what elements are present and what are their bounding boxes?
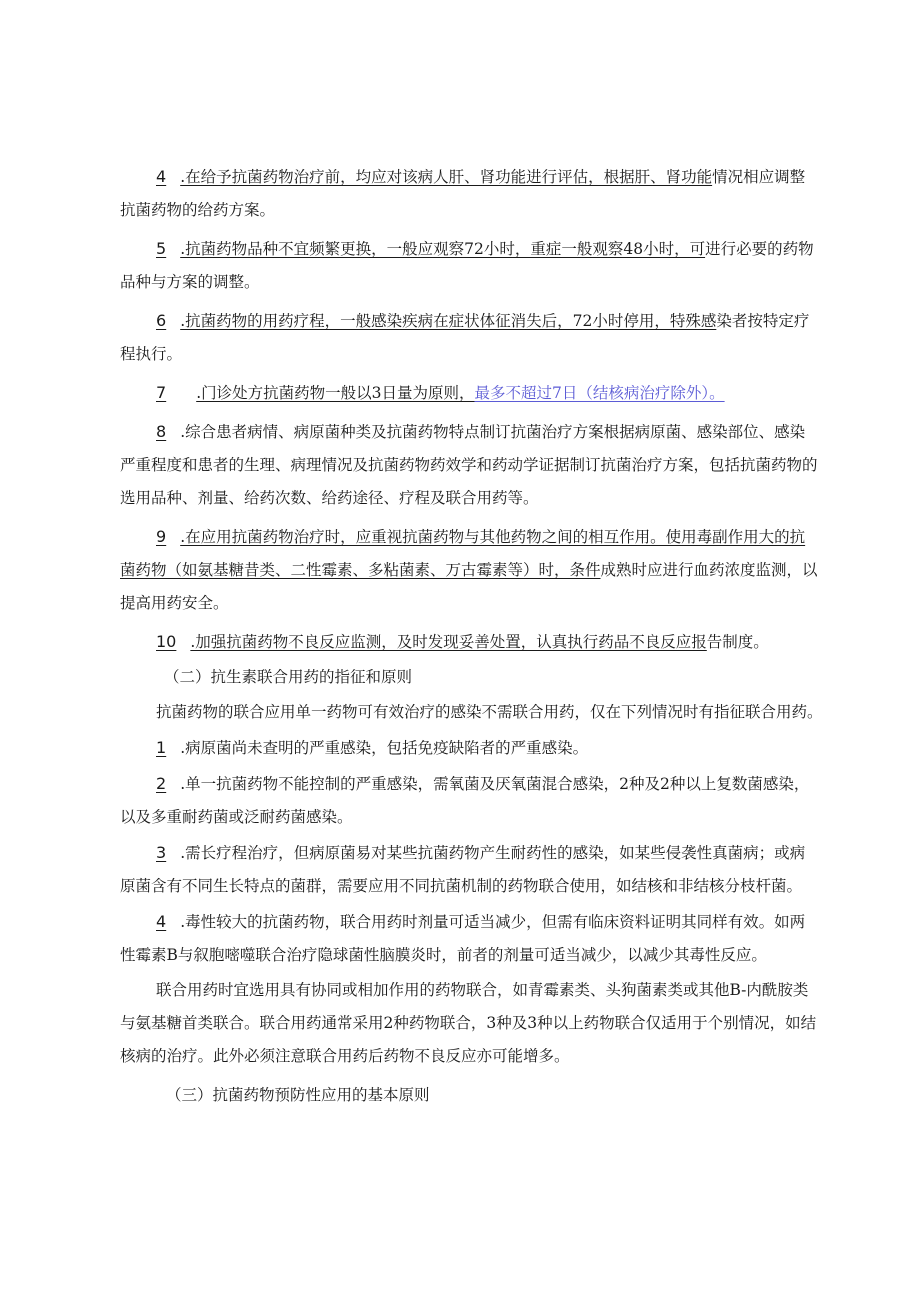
item-number: 6 xyxy=(156,311,167,330)
list-item: 6 .抗菌药物的用药疗程，一般感染疾病在症状体征消失后，72小时停用，特殊感染者按特定疗 程执行。 xyxy=(120,311,810,363)
list-item: 4 .毒性较大的抗菌药物，联合用药时剂量可适当减少，但需有临床资料证明其同样有效。如两 性霉素B与叙胞嘧噬联合治疗隐球菌性脑膜炎时，前者的剂量可适当减少，以减少其毒性反应。 xyxy=(120,912,806,964)
item-number: 8 xyxy=(156,422,167,441)
list-item: 10 .加强抗菌药物不良反应监测，及时发现妥善处置，认真执行药品不良反应报告制度。 xyxy=(156,632,769,651)
item-number: 1 xyxy=(156,738,167,757)
link-text[interactable]: 最多不超过7日（结核病治疗除外）。 xyxy=(474,384,725,402)
list-item: 7 .门诊处方抗菌药物一般以3日量为原则，最多不超过7日（结核病治疗除外）。 xyxy=(156,383,725,402)
list-item: 1 .病原菌尚未查明的严重感染，包括免疫缺陷者的严重感染。 xyxy=(156,738,589,757)
item-number: 9 xyxy=(156,527,167,546)
list-item: 4 .在给予抗菌药物治疗前，均应对该病人肝、肾功能进行评估，根据肝、肾功能情况相应调整 抗菌药物的给药方案。 xyxy=(120,167,806,219)
list-item: 9 .在应用抗菌药物治疗时，应重视抗菌药物与其他药物之间的相互作用。使用毒副作用大的抗 菌药物（如氨基糖昔类、二性霉素、多粘菌素、万古霉素等）时，条件成熟时应进行血药浓度监测，以 提高用药安全。 xyxy=(120,527,818,612)
item-number: 4 xyxy=(156,167,167,186)
section-heading: （二）抗生素联合用药的指征和原则 xyxy=(164,668,413,686)
document-body xyxy=(120,160,823,1112)
item-number: 2 xyxy=(156,774,167,793)
paragraph: 联合用药时宜选用具有协同或相加作用的药物联合，如青霉素类、头狗菌素类或其他B-内酰胺类 与氨基糖首类联合。联合用药通常采用2种药物联合，3种及3种以上药物联合仅适用于个别情况，如结 核病的治疗。此外必须注意联合用药后药物不良反应亦可能增多。 xyxy=(120,981,817,1065)
list-item: 2 .单一抗菌药物不能控制的严重感染，需氧菌及厌氧菌混合感染，2种及2种以上复数菌感染， 以及多重耐药菌或泛耐药菌感染。 xyxy=(120,774,810,826)
item-number: 5 xyxy=(156,239,167,258)
item-number: 4 xyxy=(156,912,167,931)
list-item: 5 .抗菌药物品种不宜频繁更换，一般应观察72小时，重症一般观察48小时，可进行必要的药物 品种与方案的调整。 xyxy=(120,239,814,291)
list-item: 3 .需长疗程治疗，但病原菌易对某些抗菌药物产生耐药性的感染，如某些侵袭性真菌病；或病 原菌含有不同生长特点的菌群，需要应用不同抗菌机制的药物联合使用，如结核和非结核分枝杆菌。 xyxy=(120,843,806,895)
item-number: 10 xyxy=(156,632,177,651)
item-number: 3 xyxy=(156,843,167,862)
list-item: 8 .综合患者病情、病原菌种类及抗菌药物特点制订抗菌治疗方案根据病原菌、感染部位、感染 严重程度和患者的生理、病理情况及抗菌药物药效学和药动学证据制订抗菌治疗方案，包括抗菌药物的 选用品种、剂量、给药次数、给药途径、疗程及联合用药等。 xyxy=(120,422,818,507)
item-number: 7 xyxy=(156,383,167,402)
section-heading: （三）抗菌药物预防性应用的基本原则 xyxy=(166,1086,430,1104)
paragraph: 抗菌药物的联合应用单一药物可有效治疗的感染不需联合用药，仅在下列情况时有指征联合用药。 xyxy=(156,703,823,721)
